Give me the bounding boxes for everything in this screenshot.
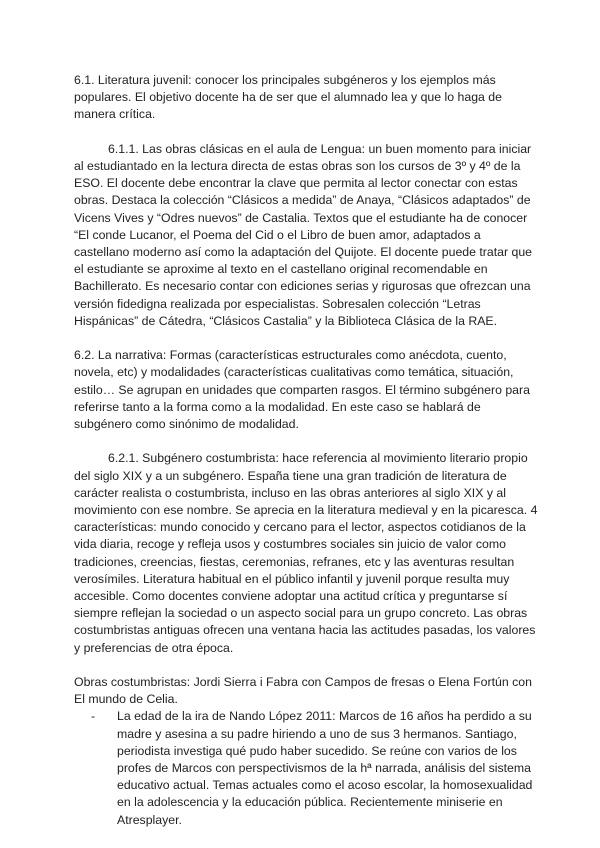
obras-costumbristas: Obras costumbristas: Jordi Sierra i Fabra con Campos de fresas o Elena Fortún con El mundo de Celia. bbox=[74, 675, 532, 707]
section-6-2-1: 6.2.1. Subgénero costumbrista: hace referencia al movimiento literario propio del siglo XIX y a un subgénero. España tiene una gran tradición de literatura de carácter realista o costumbrista, incluso en las obras anteriores al siglo XIX y al movimiento con ese nombre. Se aprecia en la literatura medieval y en la picaresca. 4 características: mundo conocido y cercano para el lector, aspectos cotidianos de la vida diaria, recoge y refleja usos y costumbres sociales sin juicio de valor como tradiciones, creencias, fiestas, ceremonias, refranes, etc y las aventuras resultan verosímiles. Literatura habitual en el público infantil y juvenil porque resulta muy accesible. Como docentes conviene adoptar una actitud crítica y preguntarse sí siempre reflejan la sociedad o un aspecto social para un grupo concreto. Las obras costumbristas antiguas ofrecen una ventana hacia las actitudes pasadas, los valores y preferencias de otra época. bbox=[74, 451, 538, 655]
document-page bbox=[74, 72, 538, 829]
section-6-1-1: 6.1.1. Las obras clásicas en el aula de Lengua: un buen momento para iniciar al estudiantado en la lectura directa de estas obras son los cursos de 3º y 4º de la ESO. El docente debe encontrar la clave que permita al lector conectar con estas obras. Destaca la colección “Clásicos a medida” de Anaya, “Clásicos adaptados” de Vicens Vives y “Odres nuevos” de Castalia. Textos que el estudiante ha de conocer “El conde Lucanor, el Poema del Cid o el Libro de buen amor, adaptados a castellano moderno así como la adaptación del Quijote. El docente puede tratar que el estudiante se aproxime al texto en el castellano original recomendable en Bachillerato. Es necesario contar con ediciones serias y rigurosas que ofrezcan una versión fidedigna realizada por especialistas. Sobresalen colección “Letras Hispánicas” de Cátedra, “Clásicos Castalia” y la Biblioteca Clásica de la RAE. bbox=[74, 141, 533, 328]
book-list bbox=[74, 708, 538, 828]
list-bullet: - bbox=[91, 709, 96, 724]
section-6-1: 6.1. Literatura juvenil: conocer los principales subgéneros y los ejemplos más populares. El objetivo docente ha de ser que el alumnado lea y que lo haga de manera crítica. bbox=[74, 73, 502, 122]
list-item bbox=[74, 708, 538, 828]
list-item-text: La edad de la ira de Nando López 2011: Marcos de 16 años ha perdido a su madre y asesina a su padre hiriendo a uno de sus 3 hermanos. Santiago, periodista investiga qué pudo haber sucedido. Se reúne con varios de los profes de Marcos con perspectivismos de la hª narrada, análisis del sistema educativo actual. Temas actuales como el acoso escolar, la homosexualidad en la adolescencia y la educación pública. Recientemente miniserie en Atresplayer. bbox=[117, 709, 533, 827]
section-6-2: 6.2. La narrativa: Formas (características estructurales como anécdota, cuento, novela, etc) y modalidades (características cualitativas como temática, situación, estilo… Se agrupan en unidades que comparten rasgos. El término subgénero para referirse tanto a la forma como a la modalidad. En este caso se hablará de subgénero como sinónimo de modalidad. bbox=[74, 348, 530, 432]
